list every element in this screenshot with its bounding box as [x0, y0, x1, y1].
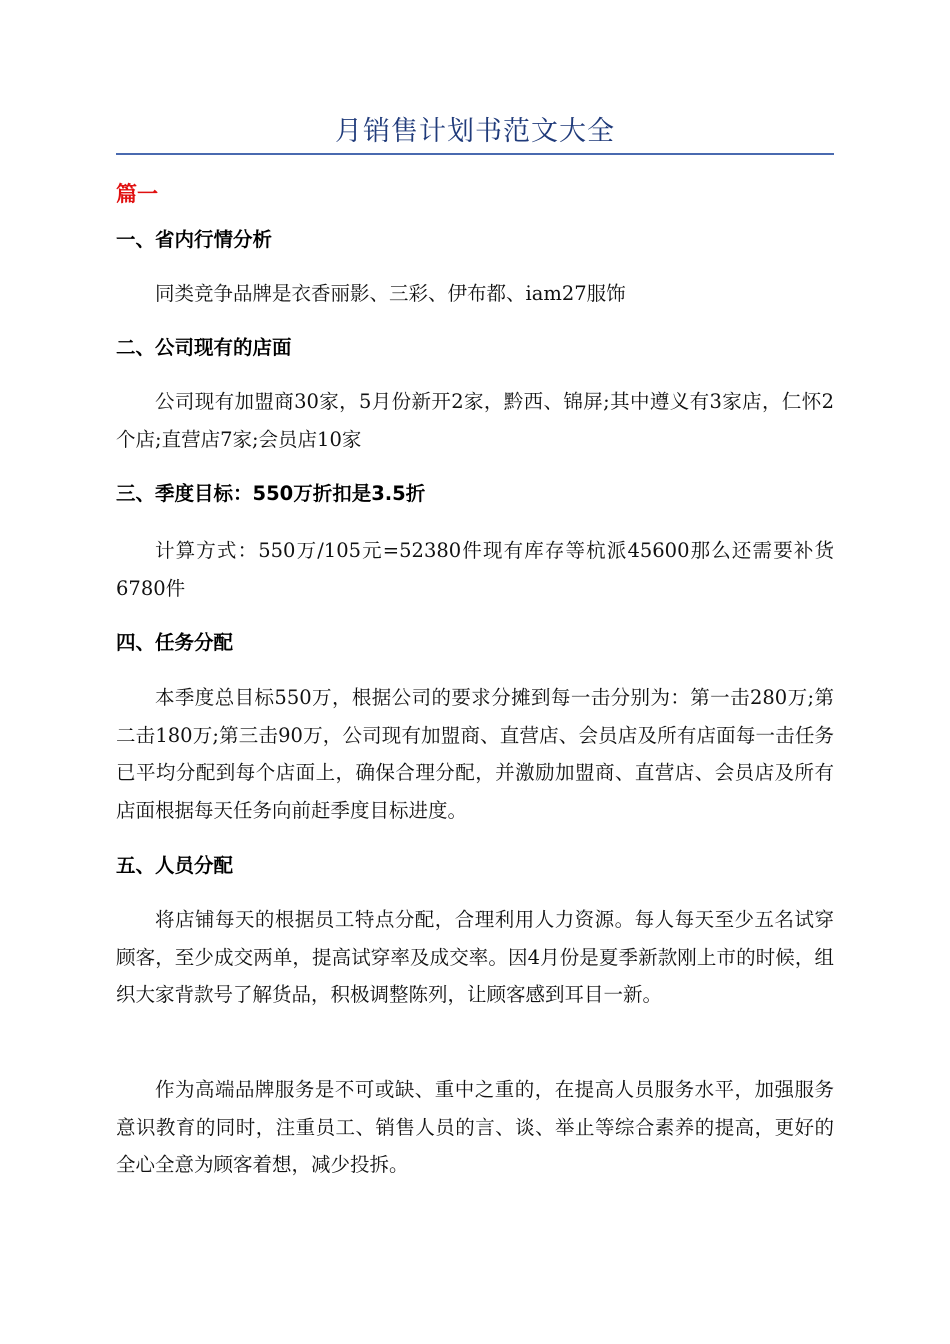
section-heading-quarter-target: 三、季度目标：550万折扣是3.5折 [116, 482, 426, 505]
section-heading-market-analysis: 一、省内行情分析 [116, 228, 273, 251]
section-label: 篇一 [116, 182, 158, 206]
title-underline [116, 153, 834, 155]
paragraph-service: 作为高端品牌服务是不可或缺、重中之重的，在提高人员服务水平，加强服务意识教育的同时，注重员工、销售人员的言、谈、举止等综合素养的提高，更好的全心全意为顾客着想，减少投拆。 [116, 1078, 834, 1176]
paragraph-calculation: 计算方式：550万/105元=52380件现有库存等杭派45600那么还需要补货6780件 [116, 539, 834, 600]
paragraph-stores: 公司现有加盟商30家，5月份新开2家，黔西、锦屏;其中遵义有3家店，仁怀2个店;直营店7家;会员店10家 [116, 390, 834, 451]
section-heading-task-allocation: 四、任务分配 [116, 631, 234, 654]
section-heading-staff-allocation: 五、人员分配 [116, 854, 234, 877]
section-heading-stores: 二、公司现有的店面 [116, 336, 292, 359]
paragraph-task-allocation: 本季度总目标550万，根据公司的要求分摊到每一击分别为：第一击280万;第二击180万;第三击90万，公司现有加盟商、直营店、会员店及所有店面每一击任务已平均分配到每个店面上，确保合理分配，并激励加盟商、直营店、会员店及所有店面根据每天任务向前赶季度目标进度。 [116, 686, 834, 822]
document-title: 月销售计划书范文大全 [335, 116, 615, 147]
paragraph-competitors: 同类竞争品牌是衣香丽影、三彩、伊布都、iam27服饰 [155, 282, 626, 305]
paragraph-staff-allocation: 将店铺每天的根据员工特点分配，合理利用人力资源。每人每天至少五名试穿顾客，至少成交两单，提高试穿率及成交率。因4月份是夏季新款刚上市的时候，组织大家背款号了解货品，积极调整陈列，让顾客感到耳目一新。 [116, 908, 834, 1006]
